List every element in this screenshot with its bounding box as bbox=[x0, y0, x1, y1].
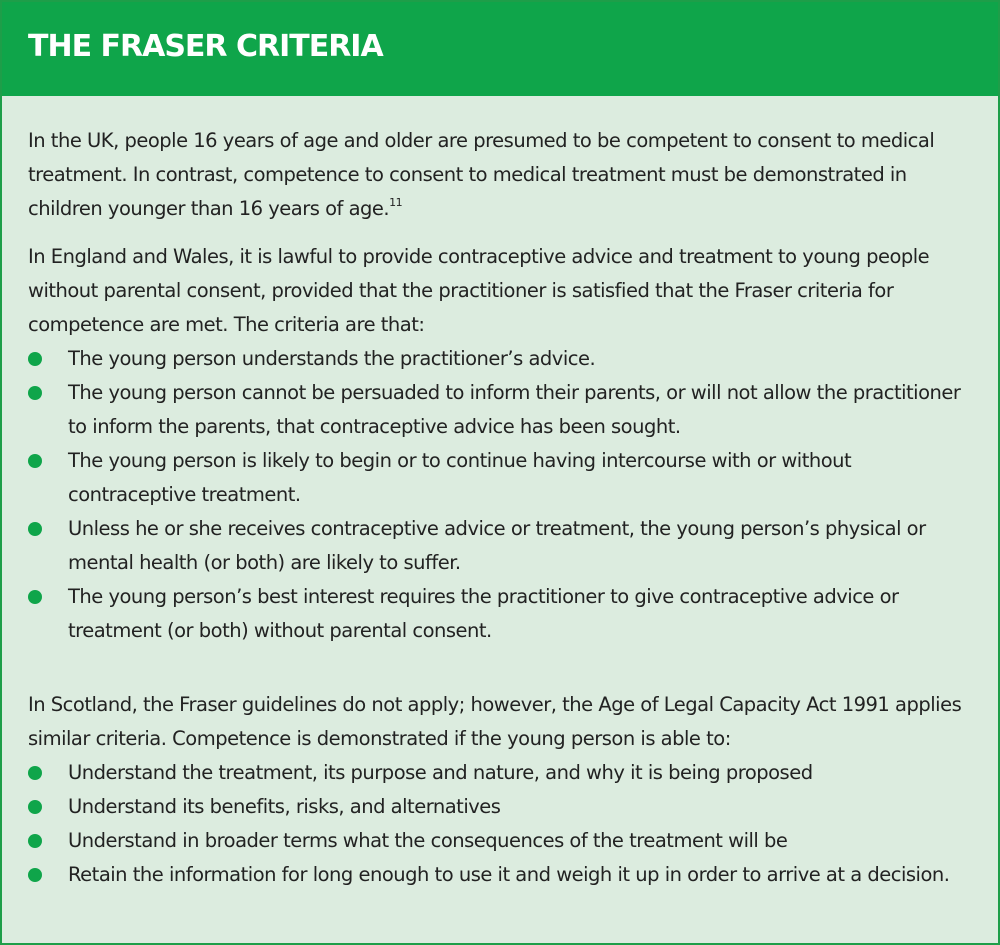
list-item-text: The young person cannot be persuaded to inform their parents, or will not allow the practitioner to inform the parents, that contraceptive advice has been sought. bbox=[68, 381, 961, 438]
bullet-icon bbox=[28, 834, 42, 848]
list-item-text: The young person’s best interest requires the practitioner to give contraceptive advice or treatment (or both) without parental consent. bbox=[68, 585, 899, 642]
england-paragraph: In England and Wales, it is lawful to provide contraceptive advice and treatment to young people without parental consent, provided that the practitioner is satisfied that the Fraser criteria for competence are met. The criteria are that: bbox=[28, 245, 930, 336]
bullet-icon bbox=[28, 868, 42, 882]
box-content bbox=[28, 124, 978, 892]
list-item bbox=[28, 444, 978, 512]
bullet-icon bbox=[28, 766, 42, 780]
list-item-text: Unless he or she receives contraceptive advice or treatment, the young person’s physical or mental health (or both) are likely to suffer. bbox=[68, 517, 926, 574]
list-item-text: The young person is likely to begin or to continue having intercourse with or without contraceptive treatment. bbox=[68, 449, 852, 506]
box-title: THE FRASER CRITERIA bbox=[28, 29, 383, 64]
england-criteria-list bbox=[28, 342, 978, 648]
list-item-text: Retain the information for long enough to use it and weigh it up in order to arrive at a decision. bbox=[68, 863, 950, 886]
list-item-text: Understand in broader terms what the consequences of the treatment will be bbox=[68, 829, 788, 852]
bullet-icon bbox=[28, 522, 42, 536]
list-item-text: The young person understands the practitioner’s advice. bbox=[68, 347, 596, 370]
bullet-icon bbox=[28, 454, 42, 468]
list-item bbox=[28, 376, 978, 444]
bullet-icon bbox=[28, 386, 42, 400]
list-item-text: Understand its benefits, risks, and alternatives bbox=[68, 795, 501, 818]
list-item bbox=[28, 756, 978, 790]
list-item bbox=[28, 790, 978, 824]
bullet-icon bbox=[28, 800, 42, 814]
bullet-icon bbox=[28, 590, 42, 604]
intro-text: In the UK, people 16 years of age and older are presumed to be competent to consent to medical treatment. In contrast, competence to consent to medical treatment must be demonstrated in children younger than 16 years of age. bbox=[28, 129, 935, 220]
header-bar bbox=[2, 2, 998, 96]
list-item bbox=[28, 342, 978, 376]
list-item bbox=[28, 824, 978, 858]
scotland-paragraph: In Scotland, the Fraser guidelines do not apply; however, the Age of Legal Capacity Act 1991 applies similar criteria. Competence is demonstrated if the young person is able to: bbox=[28, 693, 962, 750]
list-item bbox=[28, 512, 978, 580]
list-item-text: Understand the treatment, its purpose and nature, and why it is being proposed bbox=[68, 761, 813, 784]
bullet-icon bbox=[28, 352, 42, 366]
list-item bbox=[28, 580, 978, 648]
reference-superscript: 11 bbox=[389, 196, 403, 209]
scotland-criteria-list bbox=[28, 756, 978, 892]
intro-paragraph bbox=[28, 124, 978, 226]
list-item bbox=[28, 858, 978, 892]
